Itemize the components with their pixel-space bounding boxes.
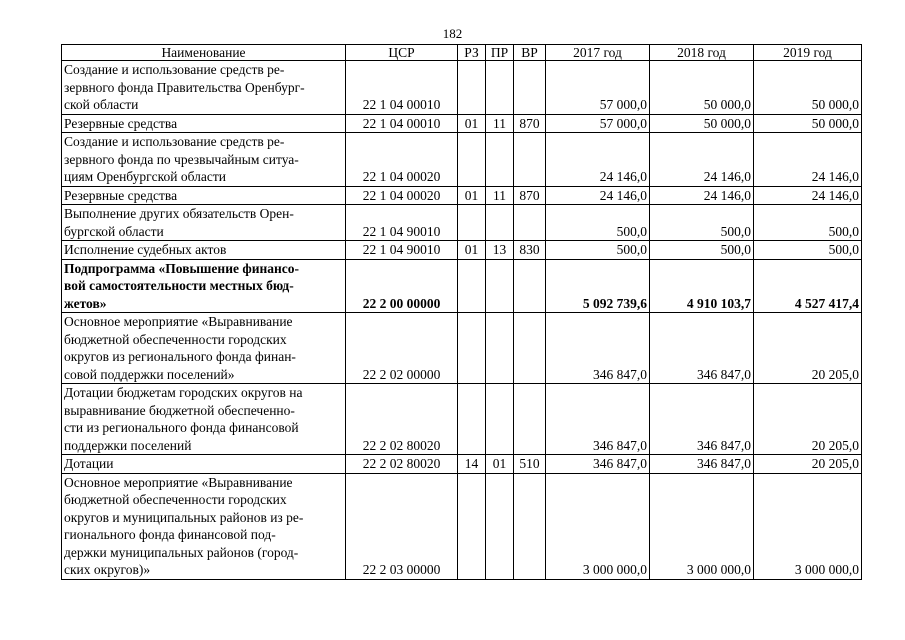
row-2019-cell: 50 000,0 [754,61,862,115]
row-2019-cell: 500,0 [754,241,862,260]
row-2018-cell: 24 146,0 [650,186,754,205]
row-pr-cell [486,259,514,313]
row-rz-cell [458,313,486,384]
header-pr: ПР [486,45,514,61]
row-vr-cell: 830 [514,241,546,260]
row-csr-cell: 22 1 04 00010 [346,114,458,133]
row-2018-cell: 3 000 000,0 [650,473,754,579]
row-2018-cell: 500,0 [650,241,754,260]
row-rz-cell [458,384,486,455]
row-2018-cell: 346 847,0 [650,455,754,474]
row-name-cell: Подпрограмма «Повышение финансо- вой самостоятельности местных бюд- жетов» [62,259,346,313]
row-rz-cell: 01 [458,186,486,205]
table-row [62,259,862,313]
row-pr-cell [486,313,514,384]
row-2018-cell: 24 146,0 [650,133,754,187]
table-row [62,455,862,474]
row-2018-cell: 4 910 103,7 [650,259,754,313]
header-rz: РЗ [458,45,486,61]
row-csr-cell: 22 2 00 00000 [346,259,458,313]
row-rz-cell [458,61,486,115]
row-vr-cell: 870 [514,186,546,205]
row-name-cell: Дотации [62,455,346,474]
row-2017-cell: 500,0 [546,241,650,260]
row-pr-cell: 13 [486,241,514,260]
row-2017-cell: 24 146,0 [546,133,650,187]
row-pr-cell [486,133,514,187]
row-csr-cell: 22 1 04 90010 [346,205,458,241]
row-2017-cell: 500,0 [546,205,650,241]
row-rz-cell [458,133,486,187]
row-2019-cell: 3 000 000,0 [754,473,862,579]
table-row [62,114,862,133]
row-2019-cell: 24 146,0 [754,133,862,187]
table-row [62,384,862,455]
row-pr-cell: 11 [486,186,514,205]
page-number: 182 [442,26,463,41]
row-vr-cell [514,61,546,115]
table-row [62,473,862,579]
table-row [62,313,862,384]
row-pr-cell: 11 [486,114,514,133]
row-2017-cell: 57 000,0 [546,114,650,133]
row-rz-cell: 01 [458,241,486,260]
row-vr-cell [514,313,546,384]
header-2017: 2017 год [546,45,650,61]
row-vr-cell: 510 [514,455,546,474]
header-2019: 2019 год [754,45,862,61]
row-rz-cell [458,205,486,241]
row-csr-cell: 22 2 02 80020 [346,384,458,455]
row-csr-cell: 22 1 04 90010 [346,241,458,260]
row-csr-cell: 22 2 02 80020 [346,455,458,474]
row-name-cell: Исполнение судебных актов [62,241,346,260]
row-vr-cell [514,133,546,187]
header-csr: ЦСР [346,45,458,61]
row-name-cell: Дотации бюджетам городских округов на выравнивание бюджетной обеспеченно- сти из регионального фонда финансовой поддержки поселений [62,384,346,455]
table-row [62,133,862,187]
row-rz-cell: 14 [458,455,486,474]
row-csr-cell: 22 2 02 00000 [346,313,458,384]
row-name-cell: Выполнение других обязательств Орен- бургской области [62,205,346,241]
table-row [62,241,862,260]
row-rz-cell: 01 [458,114,486,133]
table-row [62,186,862,205]
row-2017-cell: 346 847,0 [546,384,650,455]
row-csr-cell: 22 1 04 00020 [346,133,458,187]
row-2019-cell: 20 205,0 [754,384,862,455]
row-2019-cell: 500,0 [754,205,862,241]
row-2017-cell: 3 000 000,0 [546,473,650,579]
row-rz-cell [458,259,486,313]
row-pr-cell [486,205,514,241]
row-2018-cell: 50 000,0 [650,114,754,133]
row-2019-cell: 4 527 417,4 [754,259,862,313]
row-2018-cell: 346 847,0 [650,313,754,384]
table-row [62,205,862,241]
row-vr-cell: 870 [514,114,546,133]
row-name-cell: Основное мероприятие «Выравнивание бюджетной обеспеченности городских округов из регионального фонда финан- совой поддержки поселений» [62,313,346,384]
row-vr-cell [514,205,546,241]
table-header-row [62,45,862,61]
row-pr-cell [486,61,514,115]
header-2018: 2018 год [650,45,754,61]
row-name-cell: Резервные средства [62,186,346,205]
row-2017-cell: 346 847,0 [546,313,650,384]
row-2017-cell: 346 847,0 [546,455,650,474]
row-pr-cell [486,473,514,579]
row-2018-cell: 500,0 [650,205,754,241]
header-vr: ВР [514,45,546,61]
row-name-cell: Основное мероприятие «Выравнивание бюджетной обеспеченности городских округов и муниципальных районов из ре- гионального фонда финансовой под- держки муниципальных районов (город- ских округов)» [62,473,346,579]
row-name-cell: Резервные средства [62,114,346,133]
row-2019-cell: 20 205,0 [754,455,862,474]
row-2018-cell: 50 000,0 [650,61,754,115]
row-pr-cell: 01 [486,455,514,474]
row-rz-cell [458,473,486,579]
row-2018-cell: 346 847,0 [650,384,754,455]
row-2019-cell: 50 000,0 [754,114,862,133]
row-2017-cell: 24 146,0 [546,186,650,205]
row-name-cell: Создание и использование средств ре- зервного фонда по чрезвычайным ситуа- циям Оренбургской области [62,133,346,187]
row-csr-cell: 22 2 03 00000 [346,473,458,579]
budget-table [61,44,862,580]
row-csr-cell: 22 1 04 00010 [346,61,458,115]
row-2019-cell: 24 146,0 [754,186,862,205]
row-2019-cell: 20 205,0 [754,313,862,384]
row-vr-cell [514,384,546,455]
row-name-cell: Создание и использование средств ре- зервного фонда Правительства Оренбург- ской области [62,61,346,115]
row-csr-cell: 22 1 04 00020 [346,186,458,205]
header-name: Наименование [62,45,346,61]
row-pr-cell [486,384,514,455]
table-row [62,61,862,115]
row-vr-cell [514,473,546,579]
row-vr-cell [514,259,546,313]
row-2017-cell: 5 092 739,6 [546,259,650,313]
row-2017-cell: 57 000,0 [546,61,650,115]
